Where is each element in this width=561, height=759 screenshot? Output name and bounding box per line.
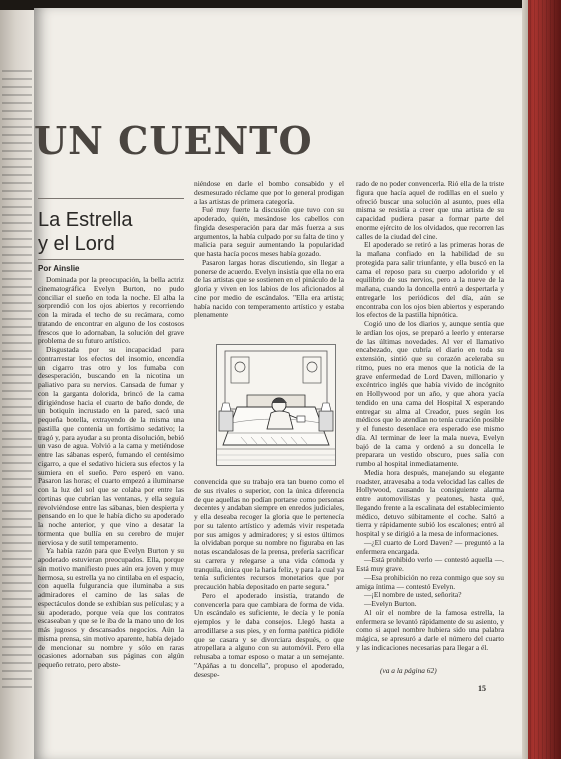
dialogue-line: —¡El nombre de usted, señorita? [364,590,462,600]
dialogue-line: —¿El cuarto de Lord Daven? — preguntó a la enfermera encargada. [356,537,504,556]
paragraph: El apoderado se retiró a las primeras horas de la mañana confiado en la habilidad de su protegida para salir triunfante, y ella buscó en la cama el reposo para su cuerpo adolorido y el equilibrio de sus nervios, pero a la nueve de la mañana, cuando la doncella entró a despertarla y entregarle los periódicos del día, aún se encontraba con los ojos bien abiertos y esperando los efectos de la pastilla hipnótica. [356,240,504,320]
paragraph: rado de no poder convencerla. Rió ella de la triste figura que hacía aquel de rodillas en el suelo y ofreció buscar una solución al asunto, pues ella misma se resistía a creer que una artista de su capacidad pudiera pasar a formar parte del enorme ejército de los olvidados, que recorren las calles de la ciudad del cine. [356,179,504,241]
text-column-1 [38,276,184,670]
title-rule-top [38,198,184,199]
dialogue-line: —Está prohibido verlo — contestó aquella —. Está muy grave. [356,555,504,573]
continuation-note: (va a la página 62) [380,666,437,675]
paragraph: Cogió uno de los diarios y, aunque sentía que le ardían los ojos, se preparó a leerlo y enterarse de las últimas novedades. Al ver el llamativo encabezado, que cubría el diario en toda su extensión, sintió que su corazón aceleraba su ritmo, pues no era menos que la noticia de la grave enfermedad de Lord Daven, millonario y excéntrico inglés que había vivido de incógnito en Hollywood por un año, y que ahora yacía tendido en una cama del Hospital X esperando entregar su alma al Creador, pues según los médicos que lo atendían no tenía curación posible y el funesto desenlace era esperado ese mismo día. Al terminar de leer la mala nueva, Evelyn bajó de la cama y ordenó a su doncella le preparara un vestido obscuro, pues salía con rumbo al hospital inmediatamente. [356,319,504,468]
paragraph: Fué muy fuerte la discusión que tuvo con su apoderado, quién, mesándose los cabellos con fingida desesperación para dar más fuerza a sus argumentos, la había culpado por su falta de tino y malicia para seguir aumentando la popularidad que hasta hacía pocos meses había gozado. [194,205,344,258]
text-column-2-bottom [194,478,344,679]
paragraph: Disgustada por su incapacidad para contrarrestar los efectos del insomio, encendía un cigarro tras otro y los fumaba con desesperación, buscando en la nicotina un paliativo para su nervios. Cansada de fumar y con la garganta dolorida, brincó de la cama dirigiéndose hacia el cuarto de baño donde, de un botiquín incrustado en la pared, sacó una pequeña botella, extrayendo de la misma una pastilla que contenía un fortísimo sedativo; la tragó y, para ayudar a su pronta disolución, bebió un vaso de agua. Volvió a la cama y metiéndose entre las sábanas esperó, fumando el centésimo cigarro, a que el sedativo hiciera sus efectos y la sumiera en el sueño. Pero esperó en vano. Pasaron las horas; el cuarto empezó a iluminarse con la luz del sol que se colaba por entre las cortinas que cubrían las ventanas, y ella seguía revolviéndose entre las sábanas, bien despierta y pensando en lo que le había dicho su apoderado la noche anterior, y que vino a desatar la tormenta que bullía en su cerebro de mujer nerviosa y de sutil temperamento. [38,345,184,547]
paragraph: Media hora después, manejando su elegante roadster, atravesaba a toda velocidad las calles de Hollywood, causando la consiguiente alarma entre automovilistas y peatones, hasta qué, llegando frente a la escalinata del establecimiento médico, detuvo súbitamente el coche. Saltó a tierra y rápidamente subió los escalones; entró al hospital y se dirigió a la mesa de informaciones. [356,467,504,538]
page-number: 15 [478,684,486,693]
text-column-3 [356,180,504,653]
subtitle-line-1: La Estrella [38,209,133,231]
paragraph: Pasaron largas horas discutiendo, sin llegar a ponerse de acuerdo. Evelyn insistía que ella no era de las artistas que se sostienen en el pináculo de la gloria y viven en los labios de los aficionados al cine por medio de escándalos. "Ella era artista; había nacido con temperamento artístico y estaba plenamente [194,257,344,320]
paragraph: niéndose en darle el bombo consabido y el desmesurado réclame que por lo general prodigan a las artistas de primera categoría. [194,179,344,206]
byline: Por Ainslie [38,264,80,273]
paragraph: Dominada por la preocupación, la bella actriz cinematográfica Evelyn Burton, no pudo conciliar el sueño en toda la noche. El alba la sorprendió con los ojos abiertos y recorriendo con la mirada el techo de su recámara, como tratando de encontrar en alguno de los costosos frescos que lo adornaban, la solución del grave problema de su futuro artístico. [38,275,184,346]
paragraph: convencida que su trabajo era tan bueno como el de sus rivales o superior, con la única diferencia de que aquellas no podían portarse como personas decentes y andaban siempre en enredos judiciales, y ella deseaba recoger la gloria que le pertenecía por su talento artístico y además vivir respetada por sus amigos y admiradores; y si estos últimos la olvidaban porque su nombre no figuraba en las notas escandalosas de la prensa, prefería sacrificar su carrera y relegarse a una vida cómoda y tranquila, única que la haría feliz, y para la cual ya tenía suficientes recursos monetarios que por precaución había depositado en parte segura." [194,477,344,591]
paragraph: Ya había razón para que Evelyn Burton y su apoderado estuvieran preocupados. Ella, porque sin motivo manifiesto pues aún era joven y muy hermosa, su estrella ya no cintilaba en el espacio, con aquella fulgurancia que iluminaba a sus admiradores el camino de las salas de espectáculos donde se exhibían sus películas; y a su apoderado, porque veía que los contratos escaseaban y que se le iba de la mano uno de los más jugosos y descansados negocios. Aún la misma prensa, sin motivo aparente, había dejado de mencionar su nombre y sólo en raras ocasiones adornaban sus páginas con algún pequeño retrato, pero abste- [38,546,184,669]
subtitle-line-2: y el Lord [38,233,115,255]
dialogue-line: —Esa prohibición no reza conmigo que soy su amiga íntima — contestó Evelyn. [356,572,504,591]
paragraph: Pero el apoderado insistía, tratando de convencerla para que cambiara de forma de vida. Un escándalo es suficiente, le decía y le ponía ejemplos y le daba consejos. Llegó hasta a arrodillarse a sus pies, y en forma patética pidióle que se casara y se divorciara después, o que atropellara a alguno con su automóvil. Pero ella rehusaba a tomar esposo o matar a un semejante. "Apáñas a tu doncella", propuso el apoderado, desespe- [194,590,344,679]
title-rule-bottom [38,259,184,260]
paragraph: Al oír el nombre de la famosa estrella, la enfermera se levantó rápidamente de su asiento, y como si aquel nombre hubiera sido una palabra mágica, se apresuró a darle el número del cuarto y las indicaciones necesarias para llegar a él. [356,607,504,652]
bedroom-drawing [217,345,335,465]
text-column-2-top [194,180,344,320]
illustration-woman-in-bed [216,344,336,466]
red-book-binding [522,0,561,759]
article-title: UN CUENTO [34,118,313,163]
article-subtitle [38,208,133,256]
dialogue-line: —Evelyn Burton. [364,599,417,608]
